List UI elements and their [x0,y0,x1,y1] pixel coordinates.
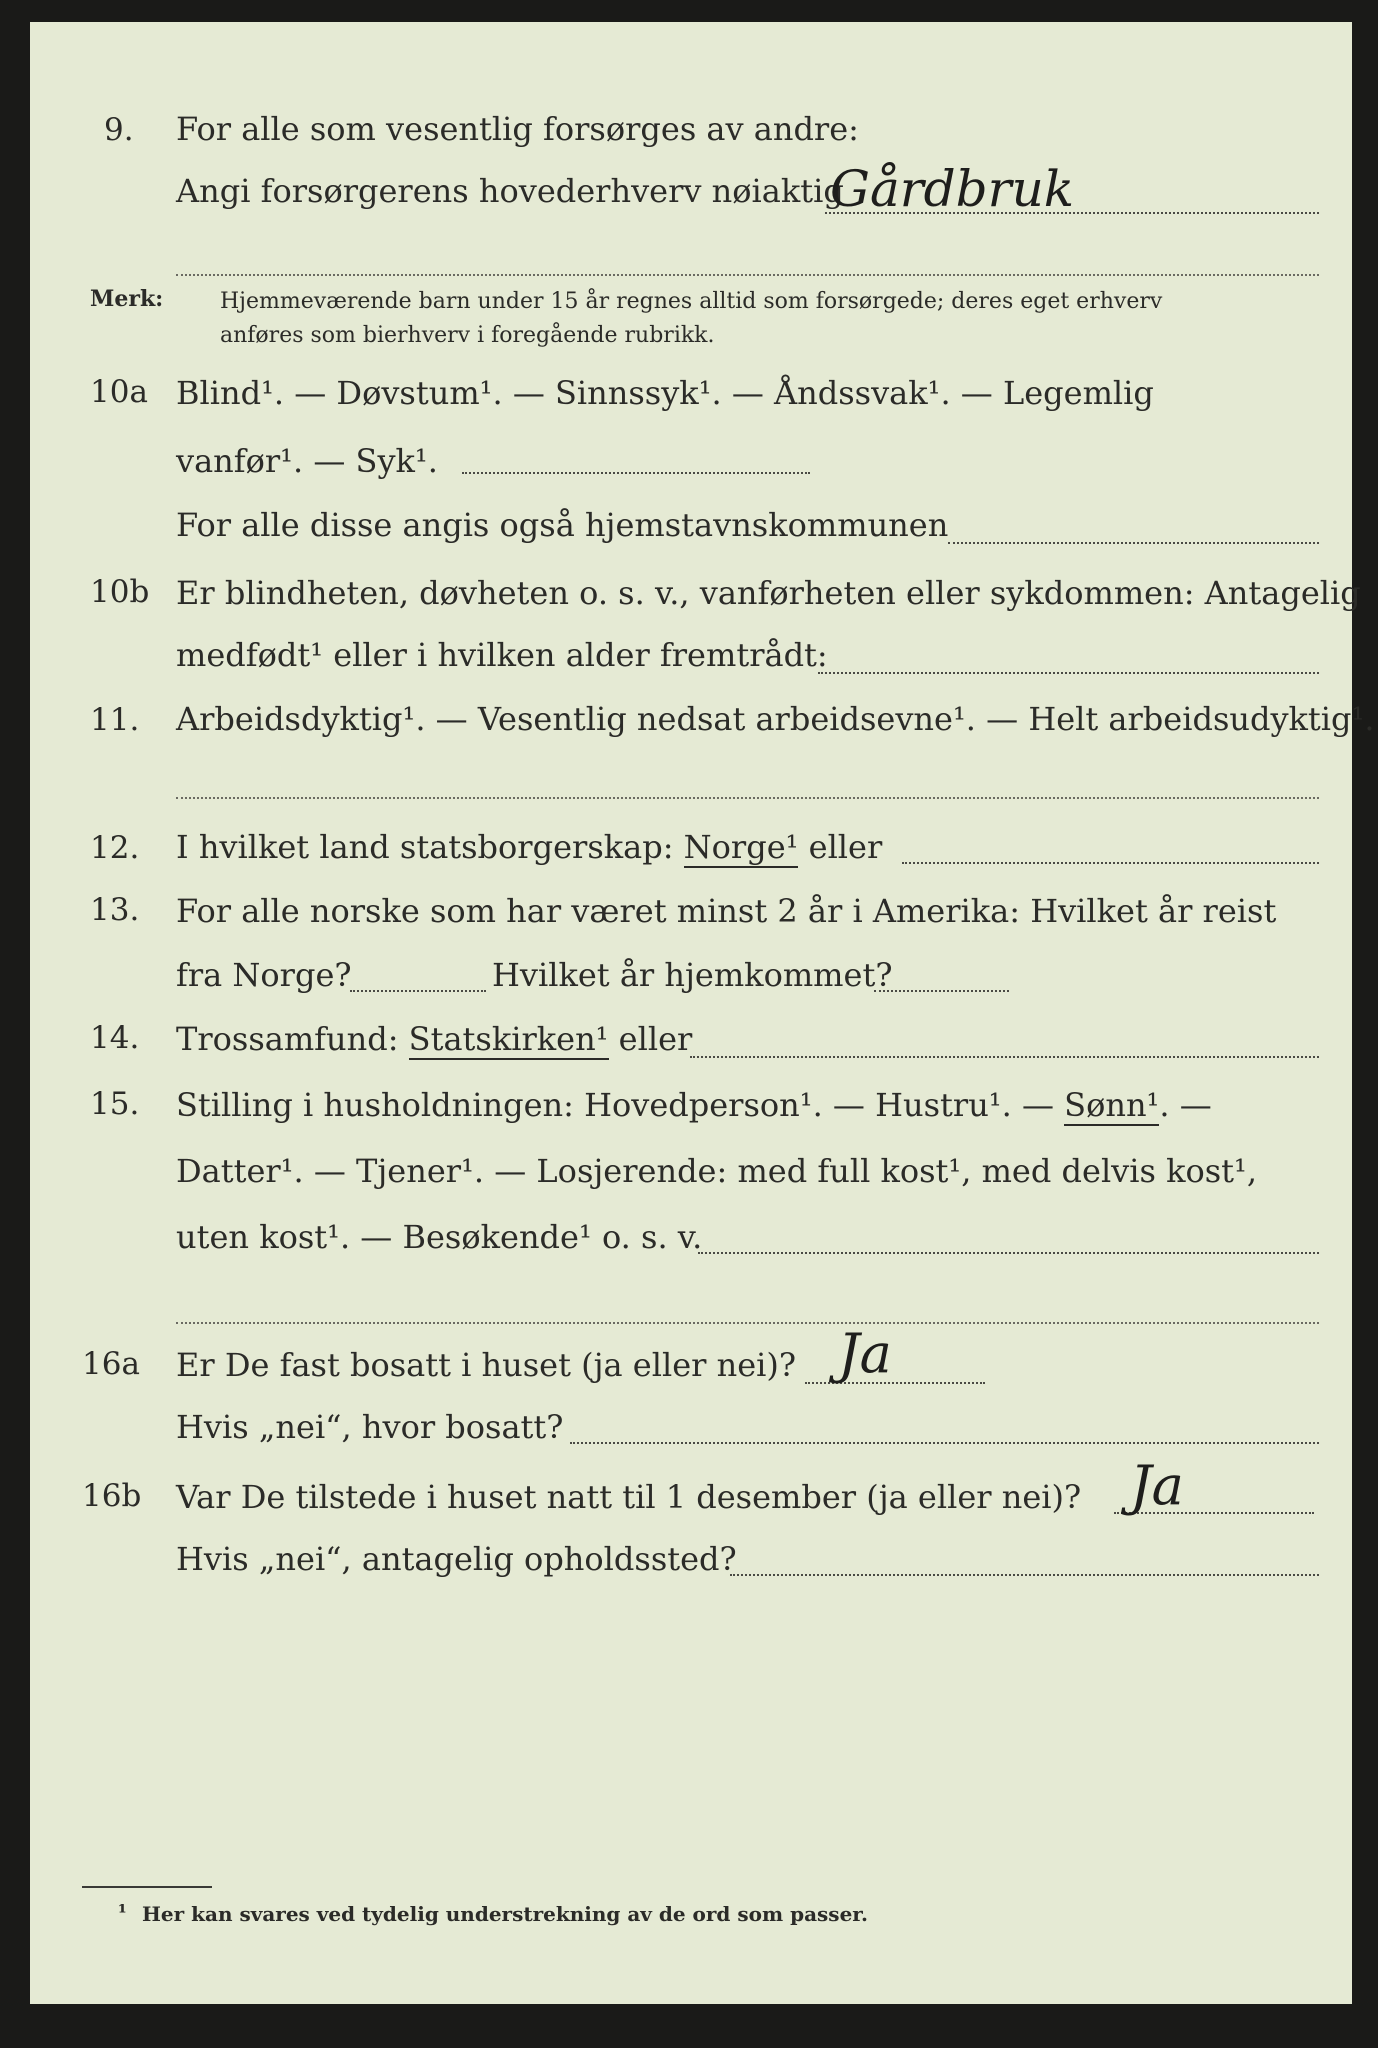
q10a-line2: vanfør¹. — Syk¹. [176,442,438,480]
q15-number: 15. [90,1086,140,1122]
q11-line1: Arbeidsdyktig¹. — Vesentlig nedsat arbeidsevne¹. — Helt arbeidsudyktig¹. [176,700,1375,738]
q14-suffix: eller [618,1020,693,1058]
q15-line1a: Stilling i husholdningen: Hovedperson¹. — Hustru¹. — [176,1086,1054,1124]
q15-divider [176,1322,1319,1324]
q12-option-norge: Norge¹ [683,828,799,866]
footnote-rule [82,1886,212,1888]
q10a-kommune-line [948,542,1319,544]
q12-prefix: I hvilket land statsborgerskap: [176,828,674,866]
footnote-marker: ¹ [118,1900,127,1924]
merk-label: Merk: [90,286,164,312]
q16a-number: 16a [82,1346,140,1382]
q16b-line2: Hvis „nei“, antagelig opholdssted? [176,1540,737,1578]
q10a-syk-line [462,472,810,474]
q12-text [176,828,882,866]
census-form-page [30,22,1375,2004]
merk-line1: Hjemmeværende barn under 15 år regnes alltid som forsørgede; deres eget erhverv [220,289,1163,314]
footnote-text: Her kan svares ved tydelig understrekning av de ord som passer. [142,1902,868,1926]
q15-line1 [176,1086,1212,1124]
q10b-number: 10b [90,574,150,610]
q10a-line3: For alle disse angis også hjemstavnskommunen [176,506,949,544]
q13-number: 13. [90,892,140,928]
q13-line2a: fra Norge? [176,956,352,994]
q10b-line2: medfødt¹ eller i hvilken alder fremtrådt: [176,636,828,674]
q10a-line1: Blind¹. — Døvstum¹. — Sinnssyk¹. — Åndssvak¹. — Legemlig [176,374,1154,412]
q9-number: 9. [104,112,134,148]
q14-number: 14. [90,1020,140,1056]
q16b-opholdssted-line [730,1574,1319,1576]
q11-divider [176,797,1319,799]
q9-divider [176,274,1319,276]
q16a-handwritten-answer: Ja [838,1322,892,1385]
q14-prefix: Trossamfund: [176,1020,399,1058]
q14-text [176,1020,692,1058]
q10b-answer-line [818,672,1319,674]
q13-hjemkommet-line [874,990,1009,992]
q16b-handwritten-answer: Ja [1130,1454,1184,1517]
q13-line1: For alle norske som har været minst 2 år i Amerika: Hvilket år reist [176,892,1277,930]
q9-line1: For alle som vesentlig forsørges av andre: [176,110,859,148]
q16a-line2: Hvis „nei“, hvor bosatt? [176,1408,564,1446]
merk-line2: anføres som bierhverv i foregående rubrikk. [220,323,715,348]
q15-line2: Datter¹. — Tjener¹. — Losjerende: med full kost¹, med delvis kost¹, [176,1152,1258,1190]
q13-reist-line [350,990,486,992]
q13-line2b: Hvilket år hjemkommet? [492,956,893,994]
q14-answer-line [690,1056,1319,1058]
q15-answer-line [698,1252,1319,1254]
q16b-line1: Var De tilstede i huset natt til 1 desember (ja eller nei)? [176,1478,1082,1516]
q15-option-sonn: Sønn¹ [1064,1086,1160,1124]
q12-answer-line [902,862,1319,864]
q11-number: 11. [90,702,140,738]
q15-line3: uten kost¹. — Besøkende¹ o. s. v. [176,1218,703,1256]
q14-option-statskirken: Statskirken¹ [408,1020,609,1058]
q10b-line1: Er blindheten, døvheten o. s. v., vanførheten eller sykdommen: Antagelig [176,574,1361,612]
q15-line1c: . — [1159,1086,1212,1124]
q12-number: 12. [90,830,140,866]
q16a-answer-line [805,1382,985,1384]
q16a-bosatt-line [570,1442,1319,1444]
q16b-number: 16b [82,1478,142,1514]
q16a-line1: Er De fast bosatt i huset (ja eller nei)? [176,1346,797,1384]
q9-handwritten-answer: Gårdbruk [830,160,1075,218]
q12-suffix: eller [808,828,883,866]
q10a-number: 10a [90,374,148,410]
q9-line2: Angi forsørgerens hovederhverv nøiaktig [176,172,844,210]
